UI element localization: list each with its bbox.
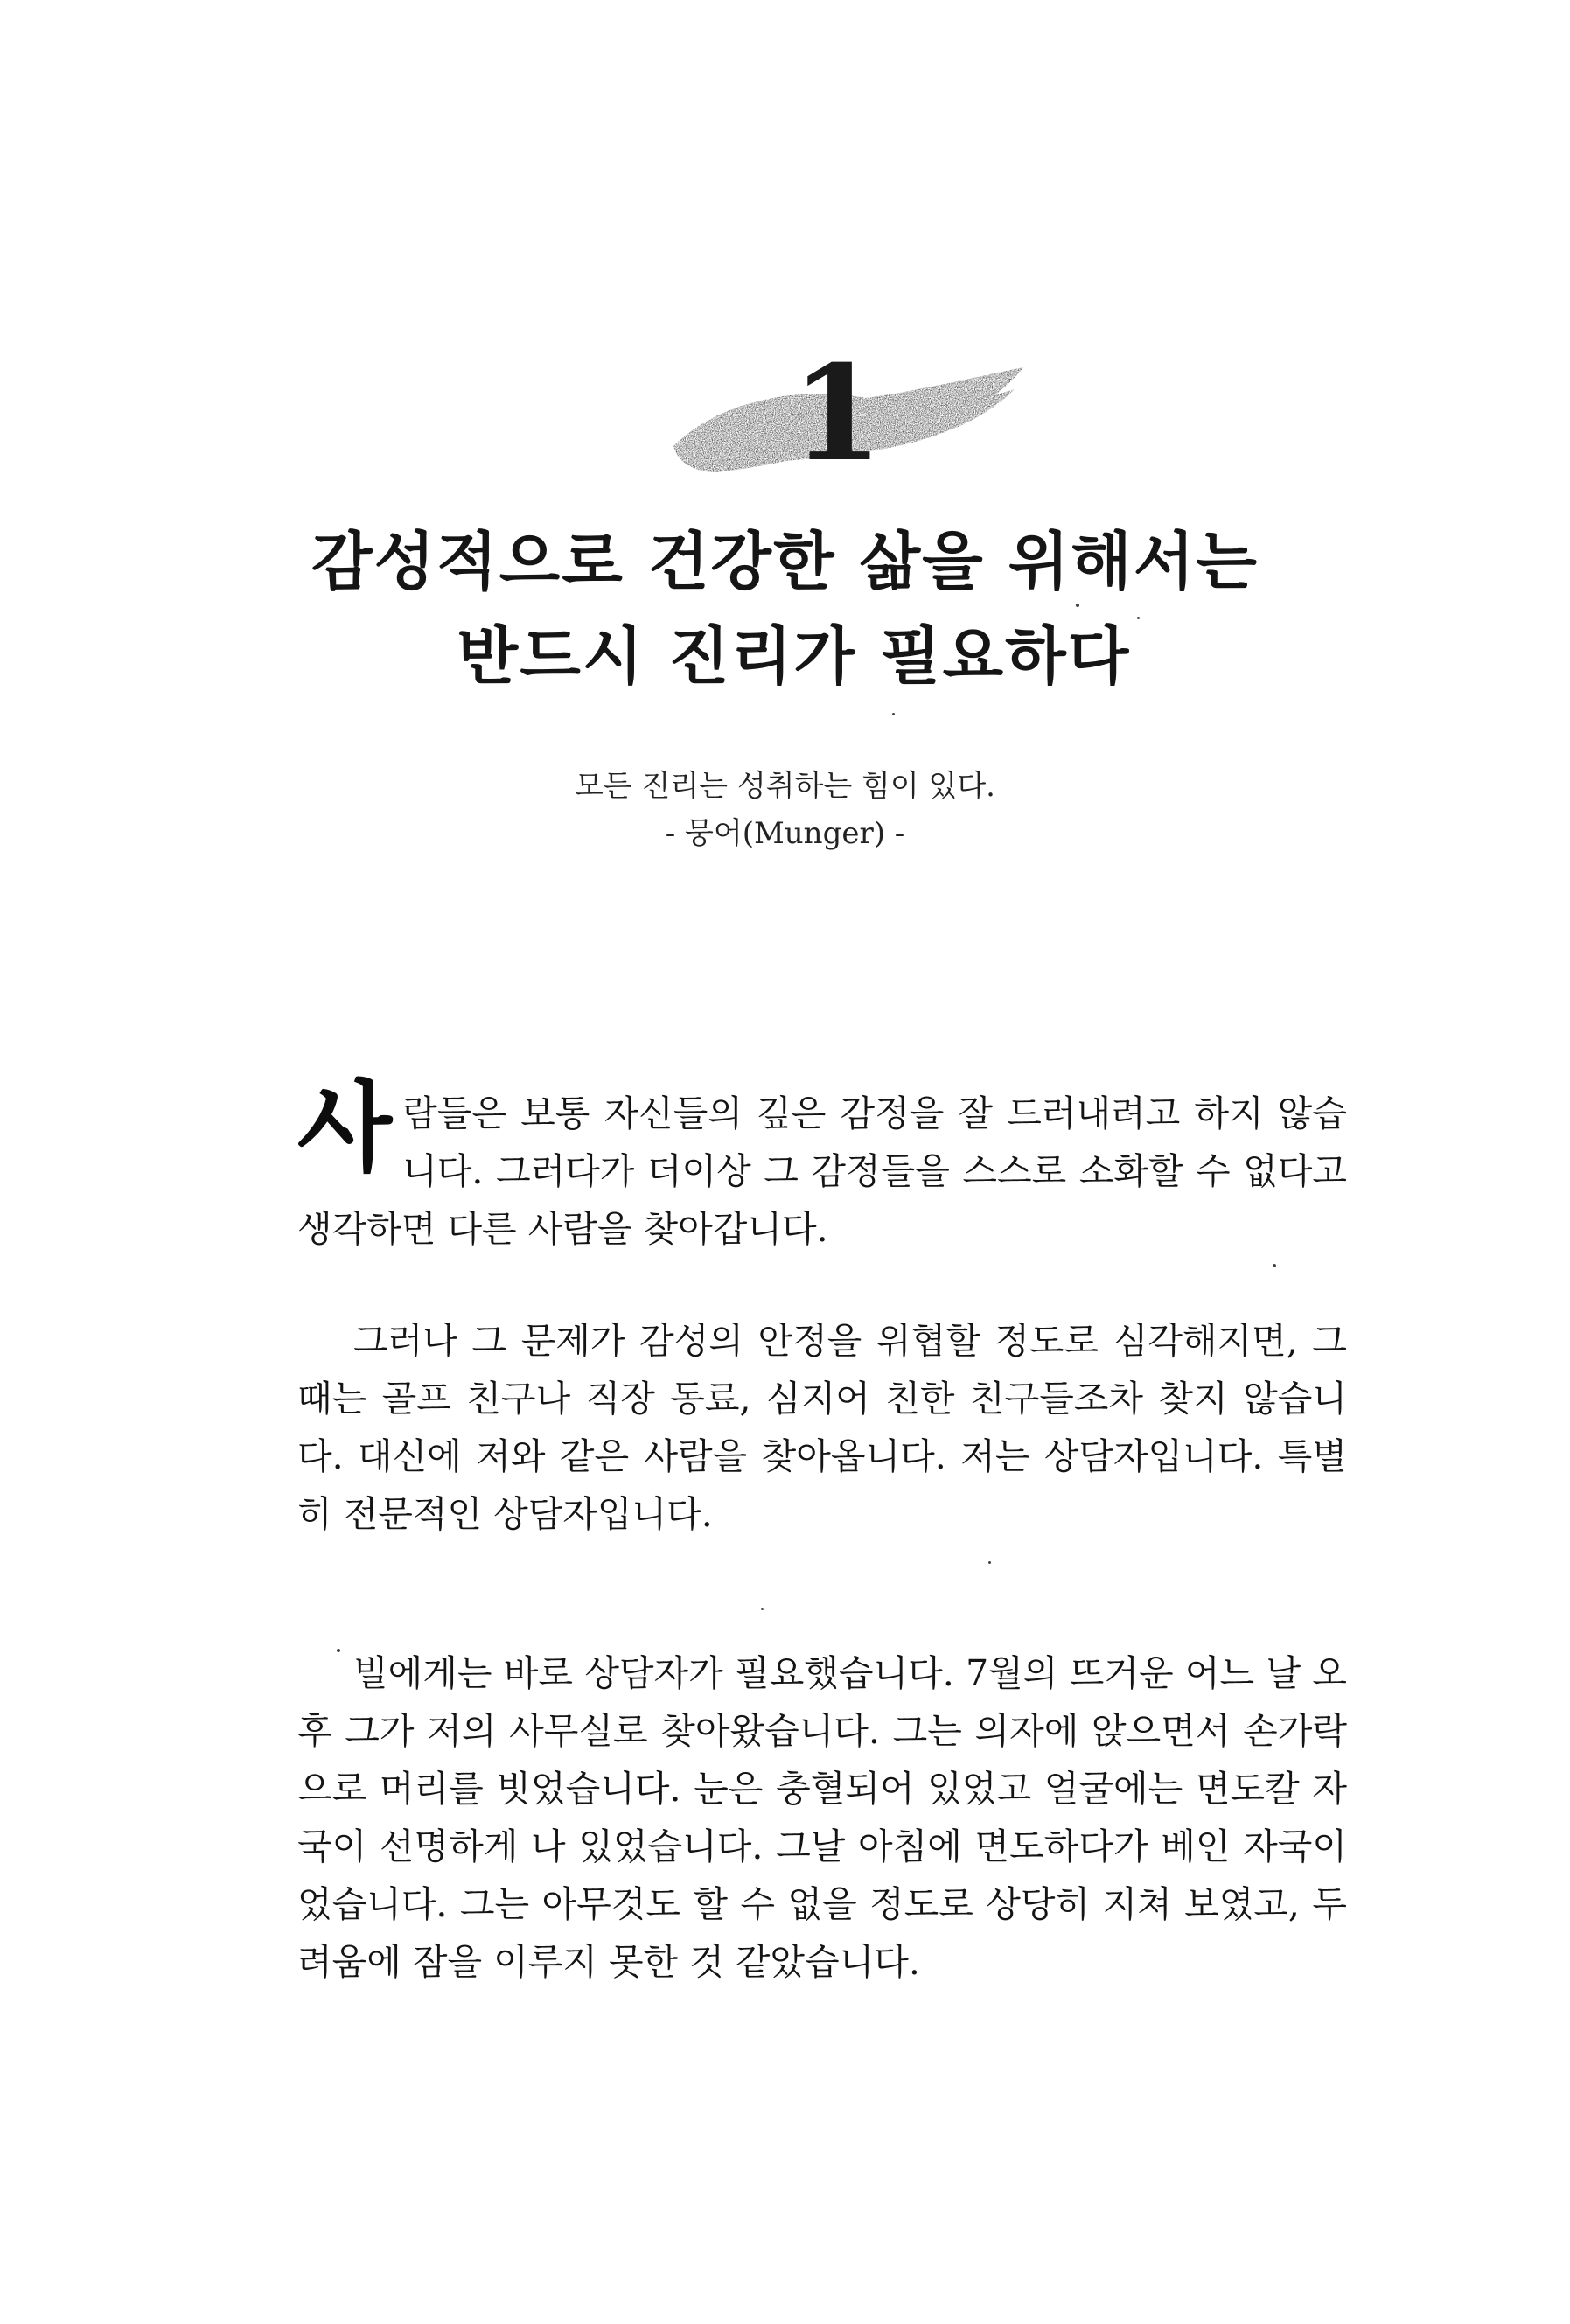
epigraph-quote: 모든 진리는 성취하는 힘이 있다. (574, 769, 995, 804)
body-paragraph-1 (297, 1071, 1347, 1258)
chapter-title (0, 514, 1570, 703)
scan-speck (337, 1649, 340, 1652)
scan-speck (1137, 617, 1140, 619)
epigraph (0, 763, 1570, 857)
chapter-title-line-1: 감성적으로 건강한 삶을 위해서는 (311, 525, 1259, 598)
paragraph-2-text: 그러나 그 문제가 감성의 안정을 위협할 정도로 심각해지면, 그 때는 골프 친구나 직장 동료, 심지어 친한 친구들조차 찾지 않습니다. 대신에 저와 같은 사람을 찾아옵니다. 저는 상담자입니다. 특별히 전문적인 상담자입니다. (297, 1320, 1347, 1535)
epigraph-attribution: - 뭉어(Munger) - (665, 816, 905, 851)
scan-speck (1273, 1264, 1276, 1267)
scan-speck (761, 1608, 764, 1610)
scan-speck (892, 713, 895, 715)
body-paragraph-2 (297, 1312, 1347, 1543)
scan-speck (1076, 604, 1079, 607)
chapter-title-line-2: 반드시 진리가 필요하다 (457, 619, 1131, 693)
drop-cap: 사 (297, 1071, 393, 1185)
chapter-number: 1 (792, 337, 883, 491)
body-paragraph-3 (297, 1644, 1347, 1991)
paragraph-1-text: 람들은 보통 자신들의 깊은 감정을 잘 드러내려고 하지 않습니다. 그러다가 더이상 그 감정들을 스스로 소화할 수 없다고 생각하면 다른 사람을 찾아갑니다. (297, 1092, 1347, 1250)
scan-speck (988, 1561, 991, 1564)
paragraph-3-text: 빌에게는 바로 상담자가 필요했습니다. 7월의 뜨거운 어느 날 오후 그가 저의 사무실로 찾아왔습니다. 그는 의자에 앉으면서 손가락으로 머리를 빗었습니다. 눈은 충혈되어 있었고 얼굴에는 면도칼 자국이 선명하게 나 있었습니다. 그날 아침에 면도하다가 베인 자국이었습니다. 그는 아무것도 할 수 없을 정도로 상당히 지쳐 보였고, 두려움에 잠을 이루지 못한 것 같았습니다. (297, 1652, 1347, 1983)
